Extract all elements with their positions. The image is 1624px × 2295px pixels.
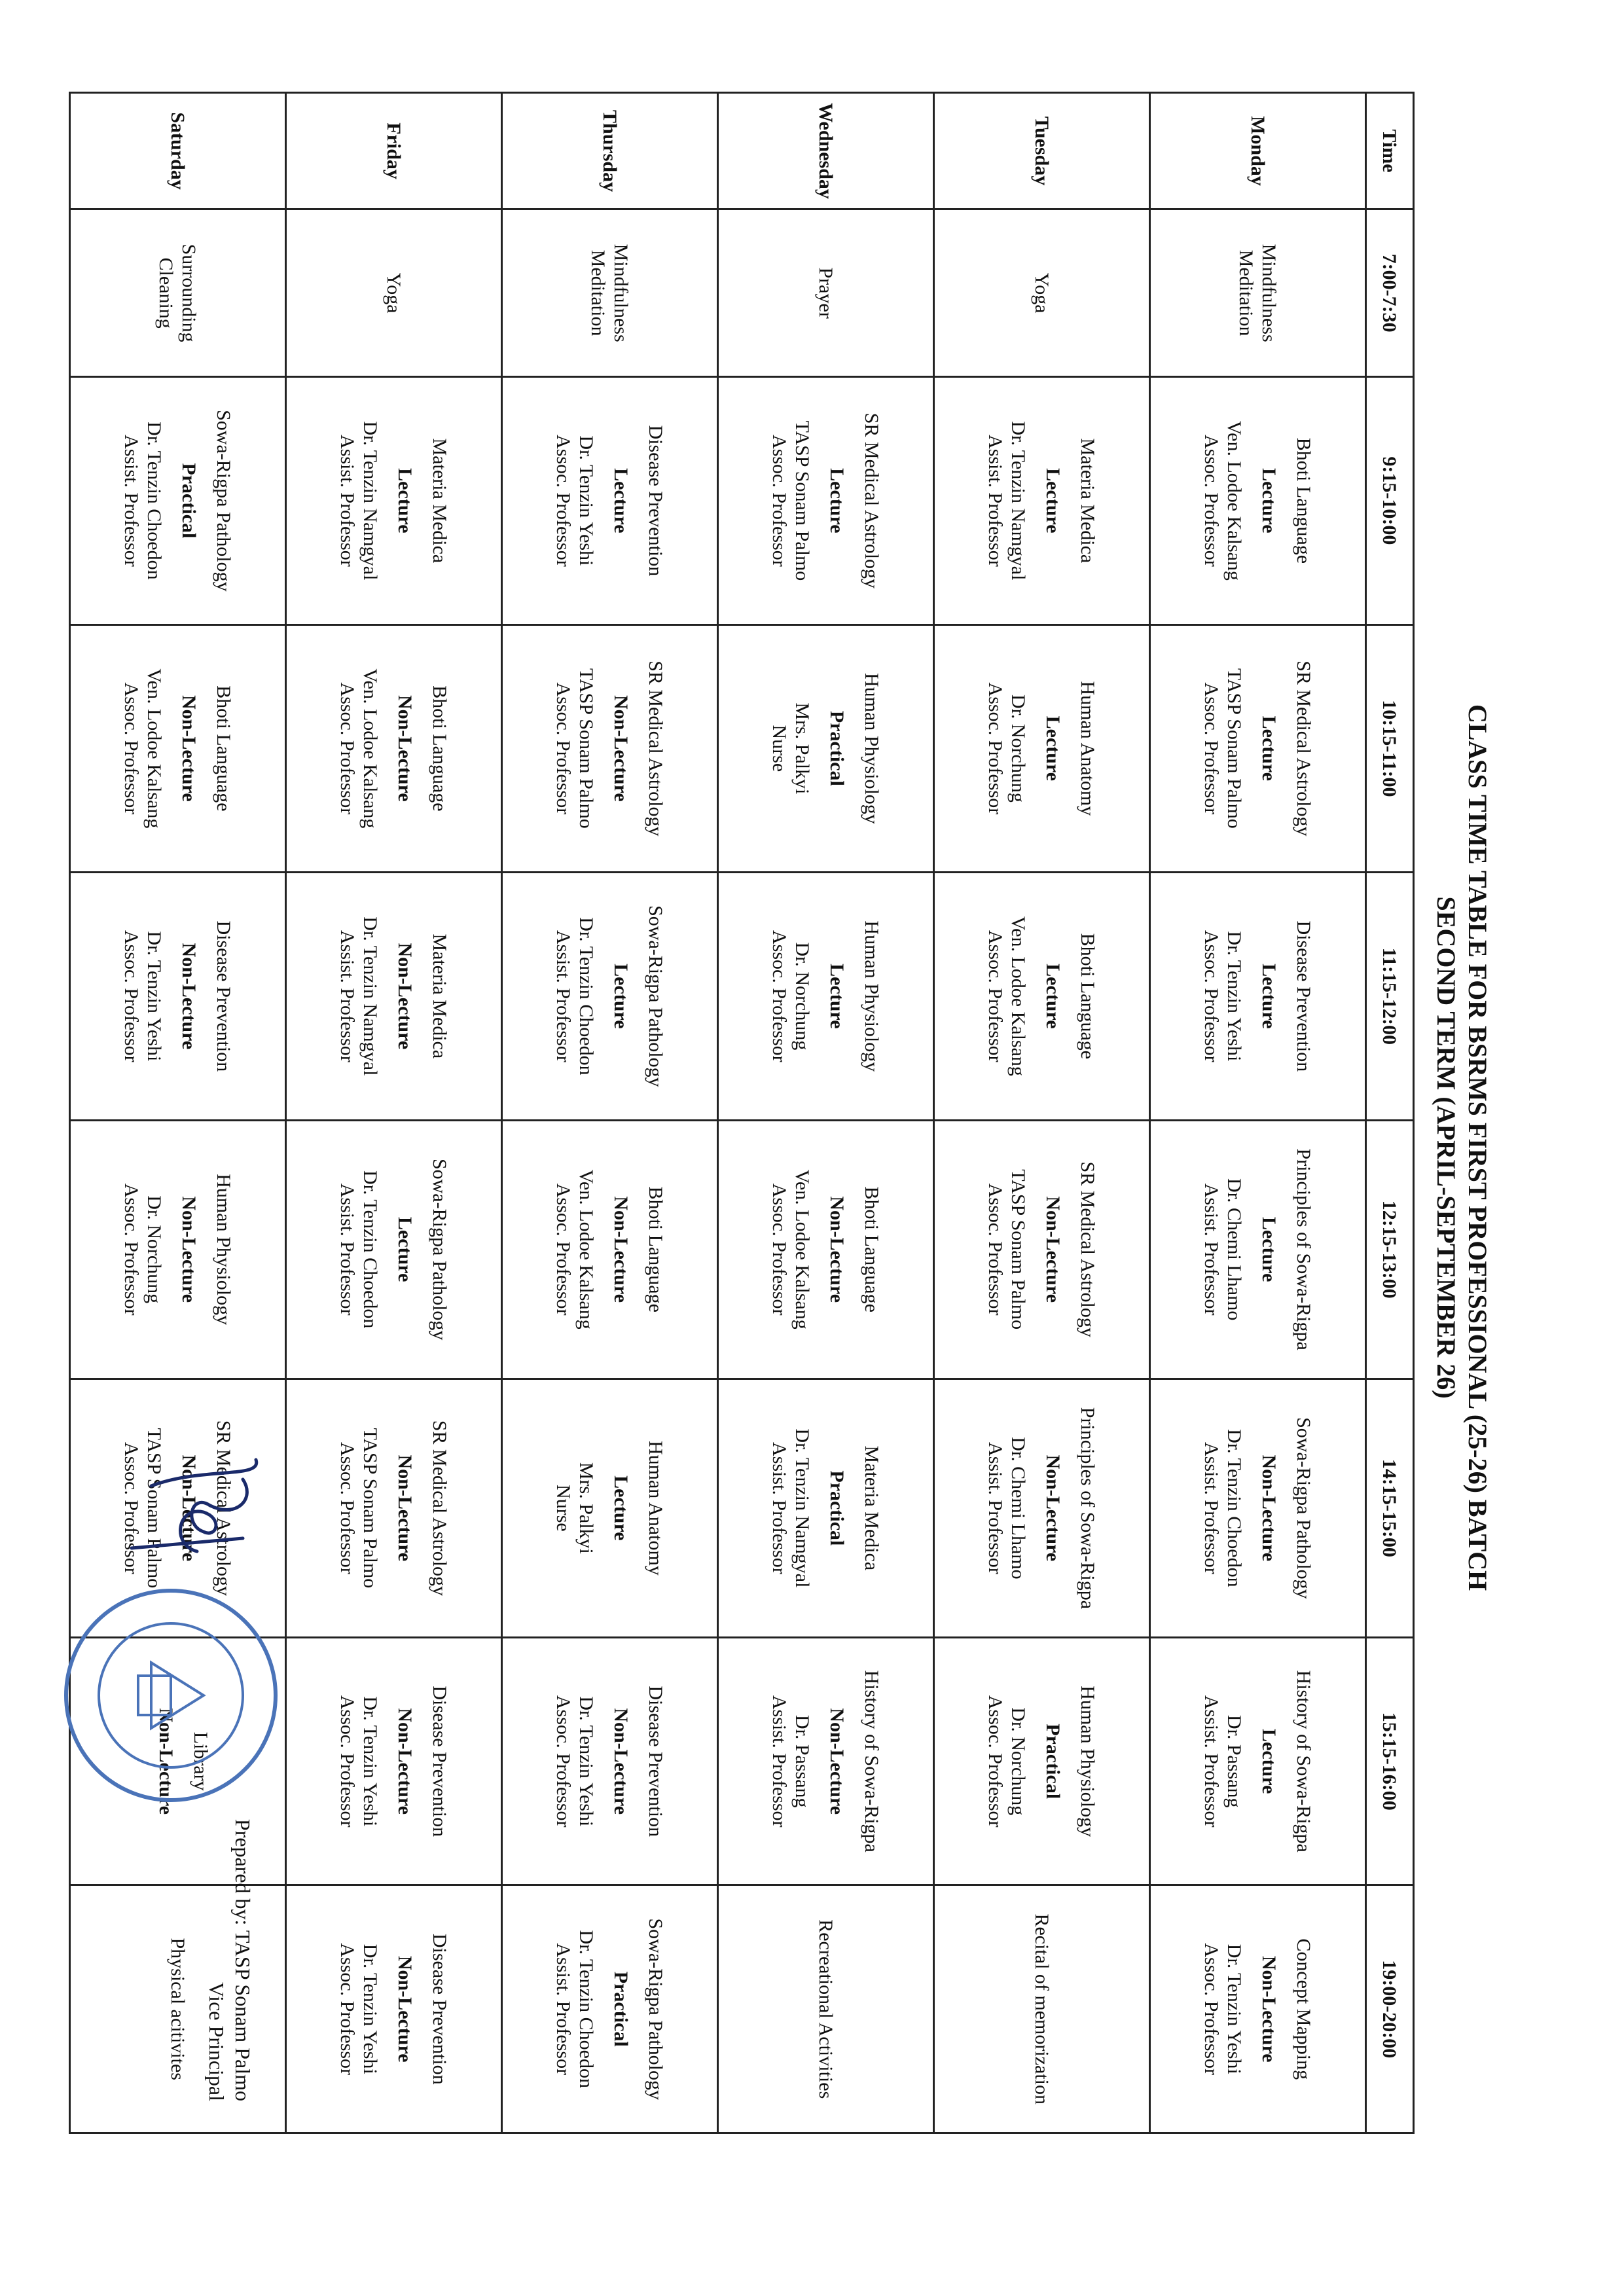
- faculty-line: Dr. Tenzin Yeshi: [1223, 931, 1246, 1062]
- faculty-line: Dr. Tenzin Choedon: [575, 1930, 598, 2088]
- faculty-line: Dr. Chemi Lhamo: [1007, 1437, 1030, 1580]
- faculty-line: TASP Sonam Palmo: [575, 668, 598, 829]
- table-row: [934, 93, 1150, 2133]
- faculty-line: Dr. Tenzin Yeshi: [1223, 1943, 1246, 2074]
- subject-label: History of Sowa-Rigpa: [1293, 1670, 1315, 1852]
- subject-label: SR Medical Astrology: [861, 412, 883, 589]
- timetable-cell: [1150, 873, 1366, 1120]
- subject-label: Disease Prevention: [213, 920, 235, 1072]
- subject-label: Materia Medica: [1077, 438, 1099, 564]
- day-label: Saturday: [70, 93, 286, 209]
- day-label: Monday: [1150, 93, 1366, 209]
- subject-label: Bhoti Language: [1293, 437, 1315, 564]
- activity-label: Yoga: [1031, 272, 1053, 314]
- subject-label: History of Sowa-Rigpa: [861, 1670, 883, 1852]
- faculty-line: Dr. Tenzin Yeshi: [359, 1943, 382, 2074]
- faculty-line: Assist. Professor: [768, 1695, 791, 1828]
- slot-header: 11:15-12:00: [1366, 873, 1414, 1120]
- timetable-cell: [70, 624, 286, 872]
- activity-label: Prayer: [815, 267, 837, 319]
- session-type: Lecture: [610, 468, 632, 533]
- timetable-cell: [934, 1637, 1150, 1885]
- faculty-line: Assoc. Professor: [984, 930, 1007, 1062]
- timetable-cell: [502, 1379, 718, 1637]
- timetable-cell: [502, 377, 718, 624]
- session-type: Non-Lecture: [178, 1196, 200, 1303]
- table-row: [1150, 93, 1366, 2133]
- faculty-line: Dr. Tenzin Namgyal: [791, 1428, 814, 1588]
- session-type: Non-Lecture: [394, 1708, 416, 1815]
- timetable-cell: [1150, 1379, 1366, 1637]
- timetable-cell: [70, 873, 286, 1120]
- faculty-line: Nurse: [552, 1485, 575, 1532]
- faculty-line: Assist. Professor: [552, 930, 575, 1062]
- subject-label: SR Medical Astrology: [429, 1420, 451, 1597]
- timetable-cell: [718, 1637, 934, 1885]
- slot-header: 7:00-7:30: [1366, 209, 1414, 377]
- activity-label: Mindfulness: [1258, 244, 1280, 342]
- subject-label: Human Physiology: [861, 920, 883, 1072]
- faculty-line: Assist. Professor: [1200, 1442, 1223, 1574]
- faculty-line: Assoc. Professor: [1200, 930, 1223, 1062]
- session-type: Lecture: [610, 1475, 632, 1541]
- faculty-line: Assoc. Professor: [552, 1695, 575, 1828]
- faculty-line: Assist. Professor: [984, 1442, 1007, 1574]
- designation: Vice Principal: [205, 1981, 228, 2101]
- timetable-cell: [718, 377, 934, 624]
- faculty-line: Ven. Lodoe Kalsang: [1223, 420, 1246, 581]
- slot-header: 10:15-11:00: [1366, 624, 1414, 872]
- timetable-cell: [286, 377, 502, 624]
- session-type: Non-Lecture: [178, 1455, 200, 1562]
- faculty-line: Dr. Tenzin Choedon: [1223, 1429, 1246, 1587]
- faculty-line: Assoc. Professor: [336, 1695, 359, 1828]
- faculty-line: Ven. Lodoe Kalsang: [1007, 916, 1030, 1076]
- session-type: Lecture: [1258, 964, 1280, 1029]
- document-title: CLASS TIME TABLE FOR BSRMS FIRST PROFESSIONAL (25-26) BATCH: [1463, 704, 1492, 1591]
- faculty-line: Assoc. Professor: [552, 1183, 575, 1316]
- session-type: Non-Lecture: [178, 695, 200, 802]
- official-stamp: [60, 1584, 282, 1807]
- subject-label: Disease Prevention: [645, 425, 667, 577]
- timetable-cell: [502, 1120, 718, 1379]
- subject-label: Bhoti Language: [645, 1186, 667, 1312]
- timetable-cell: [1150, 1120, 1366, 1379]
- subject-label: Bhoti Language: [1077, 933, 1099, 1060]
- day-label: Friday: [286, 93, 502, 209]
- session-type: Non-Lecture: [394, 695, 416, 802]
- timetable-cell: [934, 1885, 1150, 2133]
- faculty-line: Assoc. Professor: [1200, 682, 1223, 815]
- faculty-line: Dr. Tenzin Namgyal: [359, 421, 382, 581]
- session-type: Non-Lecture: [826, 1708, 848, 1815]
- faculty-line: Dr. Tenzin Yeshi: [143, 931, 166, 1062]
- timetable-cell: [718, 1120, 934, 1379]
- faculty-line: TASP Sonam Palmo: [1007, 1169, 1030, 1330]
- session-type: Practical: [826, 710, 848, 786]
- timetable-cell: [934, 1120, 1150, 1379]
- faculty-line: Assist. Professor: [1200, 1183, 1223, 1316]
- time-header: Time: [1366, 93, 1414, 209]
- faculty-line: Dr. Tenzin Yeshi: [359, 1696, 382, 1827]
- faculty-line: Assoc. Professor: [768, 435, 791, 567]
- subject-label: SR Medical Astrology: [1077, 1161, 1099, 1337]
- activity-label: Physical acitivites: [167, 1938, 189, 2080]
- timetable-cell: [934, 209, 1150, 377]
- activity-label: Surrounding: [178, 244, 200, 342]
- timetable-cell: [1150, 1885, 1366, 2133]
- timetable-cell: [502, 209, 718, 377]
- faculty-line: Dr. Passang: [1223, 1714, 1246, 1808]
- activity-label: Recital of memorization: [1031, 1913, 1053, 2105]
- faculty-line: TASP Sonam Palmo: [791, 420, 814, 581]
- subject-label: Concept Mapping: [1293, 1938, 1315, 2080]
- session-type: Non-Lecture: [394, 1455, 416, 1562]
- session-type: Lecture: [826, 468, 848, 533]
- activity-label: Cleaning: [155, 257, 177, 329]
- timetable-cell: [502, 624, 718, 872]
- session-type: Non-Lecture: [826, 1196, 848, 1303]
- subject-label: Human Anatomy: [1077, 681, 1099, 816]
- timetable-cell: [718, 624, 934, 872]
- faculty-line: Dr. Passang: [791, 1714, 814, 1808]
- subject-label: Human Anatomy: [645, 1440, 667, 1576]
- faculty-line: Dr. Norchung: [1007, 1707, 1030, 1816]
- session-type: Lecture: [1042, 964, 1064, 1029]
- timetable-cell: [286, 209, 502, 377]
- faculty-line: Dr. Tenzin Yeshi: [575, 1696, 598, 1827]
- session-type: Lecture: [1258, 1216, 1280, 1282]
- slot-header: 15:15-16:00: [1366, 1637, 1414, 1885]
- faculty-line: Assoc. Professor: [552, 435, 575, 567]
- faculty-line: Dr. Tenzin Choedon: [143, 422, 166, 580]
- faculty-line: Assoc. Professor: [1200, 435, 1223, 567]
- timetable-cell: [286, 1379, 502, 1637]
- subject-label: Disease Prevention: [645, 1686, 667, 1837]
- timetable-cell: [718, 873, 934, 1120]
- subject-label: Disease Prevention: [429, 1686, 451, 1837]
- session-type: Non-Lecture: [1042, 1455, 1064, 1562]
- subject-label: Human Physiology: [213, 1174, 235, 1326]
- slot-header: 9:15-10:00: [1366, 377, 1414, 624]
- prepared-by: Prepared by: TASP Sonam Palmo: [231, 1818, 255, 2101]
- timetable-cell: [70, 209, 286, 377]
- faculty-line: Dr. Tenzin Namgyal: [1007, 421, 1030, 581]
- faculty-line: Assoc. Professor: [120, 930, 143, 1062]
- slot-header: 19:00-20:00: [1366, 1885, 1414, 2133]
- faculty-line: Assist. Professor: [1200, 1695, 1223, 1828]
- activity-label: Meditation: [587, 249, 609, 336]
- subject-label: Library: [190, 1731, 212, 1791]
- session-type: Non-Lecture: [155, 1708, 177, 1815]
- subject-label: Human Physiology: [861, 672, 883, 824]
- faculty-line: Mrs. Palkyi: [791, 702, 814, 795]
- session-type: Lecture: [826, 964, 848, 1029]
- timetable-cell: [70, 1120, 286, 1379]
- slot-header: 12:15-13:00: [1366, 1120, 1414, 1379]
- timetable-cell: [502, 873, 718, 1120]
- session-type: Non-Lecture: [610, 695, 632, 802]
- session-type: Lecture: [610, 964, 632, 1029]
- faculty-line: Assoc. Professor: [336, 1442, 359, 1574]
- faculty-line: Assoc. Professor: [120, 682, 143, 815]
- prepared-by-block: [204, 1794, 256, 2101]
- faculty-line: Assoc. Professor: [984, 682, 1007, 815]
- timetable-cell: [718, 1379, 934, 1637]
- faculty-line: Assist. Professor: [984, 435, 1007, 567]
- session-type: Practical: [610, 1971, 632, 2047]
- subject-label: Sowa-Rigpa Pathology: [645, 905, 667, 1087]
- subject-label: SR Medical Astrology: [645, 660, 667, 837]
- subject-label: Sowa-Rigpa Pathology: [1293, 1417, 1315, 1599]
- signature: [99, 1440, 282, 1597]
- session-type: Non-Lecture: [1258, 1455, 1280, 1562]
- subject-label: Principles of Sowa-Rigpa: [1293, 1148, 1315, 1350]
- table-row: [286, 93, 502, 2133]
- faculty-line: TASP Sonam Palmo: [1223, 668, 1246, 829]
- timetable-cell: [718, 1885, 934, 2133]
- document-subtitle: SECOND TERM (APRIL-SEPTEMBER 26): [1432, 896, 1461, 1399]
- session-type: Non-Lecture: [394, 1955, 416, 2063]
- activity-label: Yoga: [383, 272, 405, 314]
- faculty-line: Assist. Professor: [336, 435, 359, 567]
- faculty-line: Ven. Lodoe Kalsang: [575, 1169, 598, 1329]
- faculty-line: Dr. Norchung: [1007, 694, 1030, 803]
- session-type: Non-Lecture: [394, 943, 416, 1050]
- subject-label: SR Medical Astrology: [1293, 660, 1315, 837]
- session-type: Lecture: [1258, 468, 1280, 533]
- faculty-line: Nurse: [768, 725, 791, 772]
- session-type: Practical: [1042, 1724, 1064, 1799]
- faculty-line: Dr. Chemi Lhamo: [1223, 1178, 1246, 1321]
- faculty-line: TASP Sonam Palmo: [359, 1428, 382, 1589]
- faculty-line: Dr. Norchung: [791, 942, 814, 1051]
- table-row: [718, 93, 934, 2133]
- subject-label: Bhoti Language: [429, 685, 451, 812]
- faculty-line: Dr. Tenzin Choedon: [575, 917, 598, 1075]
- faculty-line: Ven. Lodoe Kalsang: [359, 668, 382, 829]
- session-type: Non-Lecture: [1258, 1955, 1280, 2063]
- day-label: Tuesday: [934, 93, 1150, 209]
- timetable-cell: [286, 1637, 502, 1885]
- timetable-cell: [718, 209, 934, 377]
- subject-label: Sowa-Rigpa Pathology: [429, 1158, 451, 1341]
- session-type: Lecture: [1258, 1729, 1280, 1794]
- faculty-line: Assoc. Professor: [768, 1183, 791, 1316]
- slot-header: 14:15-15:00: [1366, 1379, 1414, 1637]
- session-type: Non-Lecture: [610, 1708, 632, 1815]
- faculty-line: TASP Sonam Palmo: [143, 1428, 166, 1589]
- faculty-line: Dr. Tenzin Choedon: [359, 1170, 382, 1329]
- session-type: Lecture: [394, 1216, 416, 1282]
- timetable-cell: [1150, 377, 1366, 624]
- timetable-cell: [502, 1637, 718, 1885]
- session-type: Lecture: [1042, 715, 1064, 782]
- faculty-line: Assoc. Professor: [336, 1943, 359, 2076]
- faculty-line: Assoc. Professor: [552, 682, 575, 815]
- timetable-cell: [934, 377, 1150, 624]
- session-type: Practical: [178, 463, 200, 539]
- faculty-line: Assoc. Professor: [984, 1183, 1007, 1316]
- timetable-cell: [286, 1120, 502, 1379]
- faculty-line: Assist. Professor: [552, 1943, 575, 2076]
- header-row: [1366, 93, 1414, 2133]
- subject-label: Principles of Sowa-Rigpa: [1077, 1407, 1099, 1610]
- timetable-cell: [502, 1885, 718, 2133]
- subject-label: Materia Medica: [429, 933, 451, 1059]
- timetable-cell: [70, 377, 286, 624]
- activity-label: Recreational Activities: [815, 1919, 837, 2099]
- timetable-cell: [1150, 1637, 1366, 1885]
- timetable-cell: [934, 873, 1150, 1120]
- subject-label: Bhoti Language: [861, 1186, 883, 1312]
- subject-label: SR Medical Astrology: [213, 1420, 235, 1597]
- faculty-line: Ven. Lodoe Kalsang: [143, 668, 166, 829]
- day-label: Thursday: [502, 93, 718, 209]
- session-type: Lecture: [1042, 468, 1064, 533]
- faculty-line: Assist. Professor: [336, 930, 359, 1062]
- subject-label: Disease Prevention: [429, 1933, 451, 2085]
- timetable-cell: [934, 1379, 1150, 1637]
- session-type: Non-Lecture: [178, 943, 200, 1050]
- faculty-line: Assoc. Professor: [984, 1695, 1007, 1828]
- faculty-line: Assoc. Professor: [336, 682, 359, 815]
- session-type: Practical: [826, 1470, 848, 1546]
- faculty-line: Dr. Tenzin Yeshi: [575, 435, 598, 566]
- day-label: Wednesday: [718, 93, 934, 209]
- faculty-line: Assoc. Professor: [120, 1183, 143, 1316]
- faculty-line: Dr. Tenzin Namgyal: [359, 916, 382, 1076]
- faculty-line: Mrs. Palkyi: [575, 1462, 598, 1554]
- subject-label: Materia Medica: [861, 1445, 883, 1571]
- faculty-line: Assoc. Professor: [1200, 1943, 1223, 2076]
- timetable-cell: [286, 624, 502, 872]
- subject-label: Disease Prevention: [1293, 920, 1315, 1072]
- session-type: Non-Lecture: [1042, 1196, 1064, 1303]
- timetable-cell: [1150, 209, 1366, 377]
- faculty-line: Assist. Professor: [336, 1183, 359, 1316]
- activity-label: Meditation: [1235, 249, 1257, 336]
- session-type: Lecture: [1258, 715, 1280, 782]
- faculty-line: Assoc. Professor: [768, 930, 791, 1062]
- faculty-line: Assist. Professor: [768, 1442, 791, 1574]
- timetable-cell: [286, 873, 502, 1120]
- session-type: Lecture: [394, 468, 416, 533]
- faculty-line: Dr. Norchung: [143, 1195, 166, 1304]
- subject-label: Materia Medica: [429, 438, 451, 564]
- subject-label: Sowa-Rigpa Pathology: [645, 1918, 667, 2100]
- table-row: [502, 93, 718, 2133]
- session-type: Non-Lecture: [610, 1196, 632, 1303]
- timetable-cell: [286, 1885, 502, 2133]
- timetable: [69, 92, 1415, 2134]
- faculty-line: Assoc. Professor: [120, 1442, 143, 1574]
- subject-label: Sowa-Rigpa Pathology: [213, 410, 235, 592]
- faculty-line: Assist. Professor: [120, 435, 143, 567]
- subject-label: Bhoti Language: [213, 685, 235, 812]
- activity-label: Mindfulness: [610, 244, 632, 342]
- subject-label: Human Physiology: [1077, 1686, 1099, 1837]
- timetable-cell: [934, 624, 1150, 872]
- timetable-cell: [1150, 624, 1366, 872]
- faculty-line: Ven. Lodoe Kalsang: [791, 1169, 814, 1329]
